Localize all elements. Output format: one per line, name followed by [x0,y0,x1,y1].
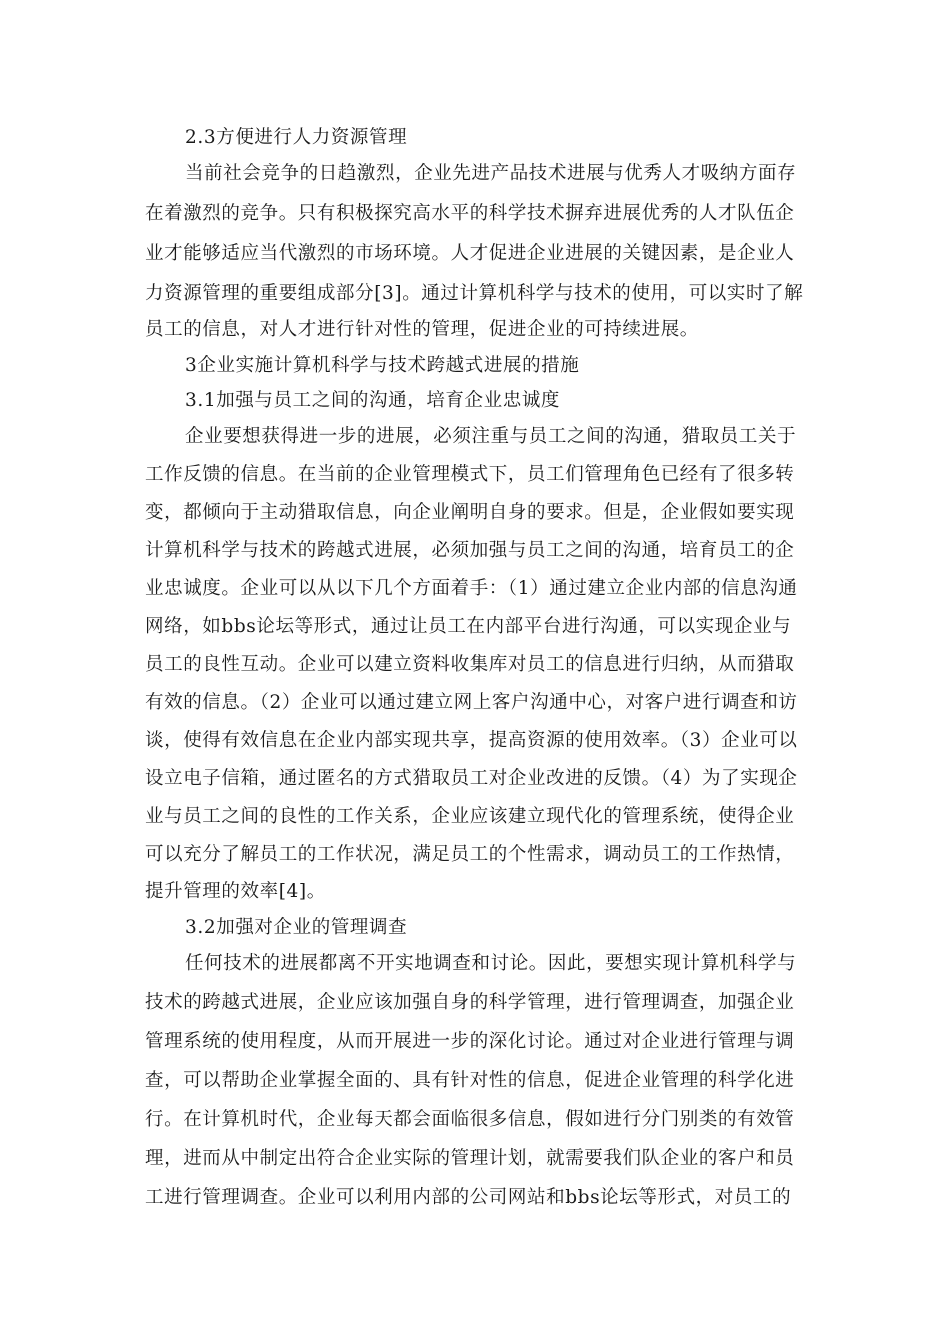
section-heading-2-3: 2.3方便进行人力资源管理 [185,127,408,148]
paragraph-line: 可以充分了解员工的工作状况，满足员工的个性需求，调动员工的工作热情， [145,844,795,865]
paragraph-line: 变，都倾向于主动猎取信息，向企业阐明自身的要求。但是，企业假如要实现 [145,502,795,523]
paragraph-line: 任何技术的进展都离不开实地调查和讨论。因此，要想实现计算机科学与 [185,953,797,974]
section-heading-3-2: 3.2加强对企业的管理调查 [185,917,408,938]
paragraph-line: 业忠诚度。企业可以从以下几个方面着手：（1）通过建立企业内部的信息沟通 [145,578,798,599]
paragraph-line: 当前社会竞争的日趋激烈，企业先进产品技术进展与优秀人才吸纳方面存 [185,163,797,184]
section-heading-3: 3企业实施计算机科学与技术跨越式进展的措施 [185,355,580,376]
paragraph-line: 设立电子信箱，通过匿名的方式猎取员工对企业改进的反馈。（4）为了实现企 [145,768,798,789]
paragraph-line: 力资源管理的重要组成部分[3]。通过计算机科学与技术的使用，可以实时了解 [145,283,804,304]
paragraph-line: 有效的信息。（2）企业可以通过建立网上客户沟通中心，对客户进行调查和访 [145,692,798,713]
paragraph-line: 技术的跨越式进展，企业应该加强自身的科学管理，进行管理调查，加强企业 [145,992,795,1013]
section-heading-3-1: 3.1加强与员工之间的沟通，培育企业忠诚度 [185,390,561,411]
paragraph-line: 提升管理的效率[4]。 [145,881,326,902]
paragraph-line: 业与员工之间的良性的工作关系，企业应该建立现代化的管理系统，使得企业 [145,806,795,827]
paragraph-line: 谈，使得有效信息在企业内部实现共享，提高资源的使用效率。（3）企业可以 [145,730,798,751]
paragraph-line: 企业要想获得进一步的进展，必须注重与员工之间的沟通，猎取员工关于 [185,426,797,447]
paragraph-line: 工作反馈的信息。在当前的企业管理模式下，员工们管理角色已经有了很多转 [145,464,795,485]
paragraph-line: 行。在计算机时代，企业每天都会面临很多信息，假如进行分门别类的有效管 [145,1109,795,1130]
paragraph-line: 业才能够适应当代激烈的市场环境。人才促进企业进展的关键因素，是企业人 [145,243,795,264]
paragraph-line: 理，进而从中制定出符合企业实际的管理计划，就需要我们队企业的客户和员 [145,1148,795,1169]
paragraph-line: 在着激烈的竞争。只有积极探究高水平的科学技术摒弃进展优秀的人才队伍企 [145,203,795,224]
paragraph-line: 工进行管理调查。企业可以利用内部的公司网站和bbs论坛等形式，对员工的 [145,1187,792,1208]
paragraph-line: 网络，如bbs论坛等形式，通过让员工在内部平台进行沟通，可以实现企业与 [145,616,792,637]
paragraph-line: 管理系统的使用程度，从而开展进一步的深化讨论。通过对企业进行管理与调 [145,1031,795,1052]
paragraph-line: 计算机科学与技术的跨越式进展，必须加强与员工之间的沟通，培育员工的企 [145,540,795,561]
paragraph-line: 查，可以帮助企业掌握全面的、具有针对性的信息，促进企业管理的科学化进 [145,1070,795,1091]
paragraph-line: 员工的良性互动。企业可以建立资料收集库对员工的信息进行归纳，从而猎取 [145,654,795,675]
paragraph-line: 员工的信息，对人才进行针对性的管理，促进企业的可持续进展。 [145,319,699,340]
